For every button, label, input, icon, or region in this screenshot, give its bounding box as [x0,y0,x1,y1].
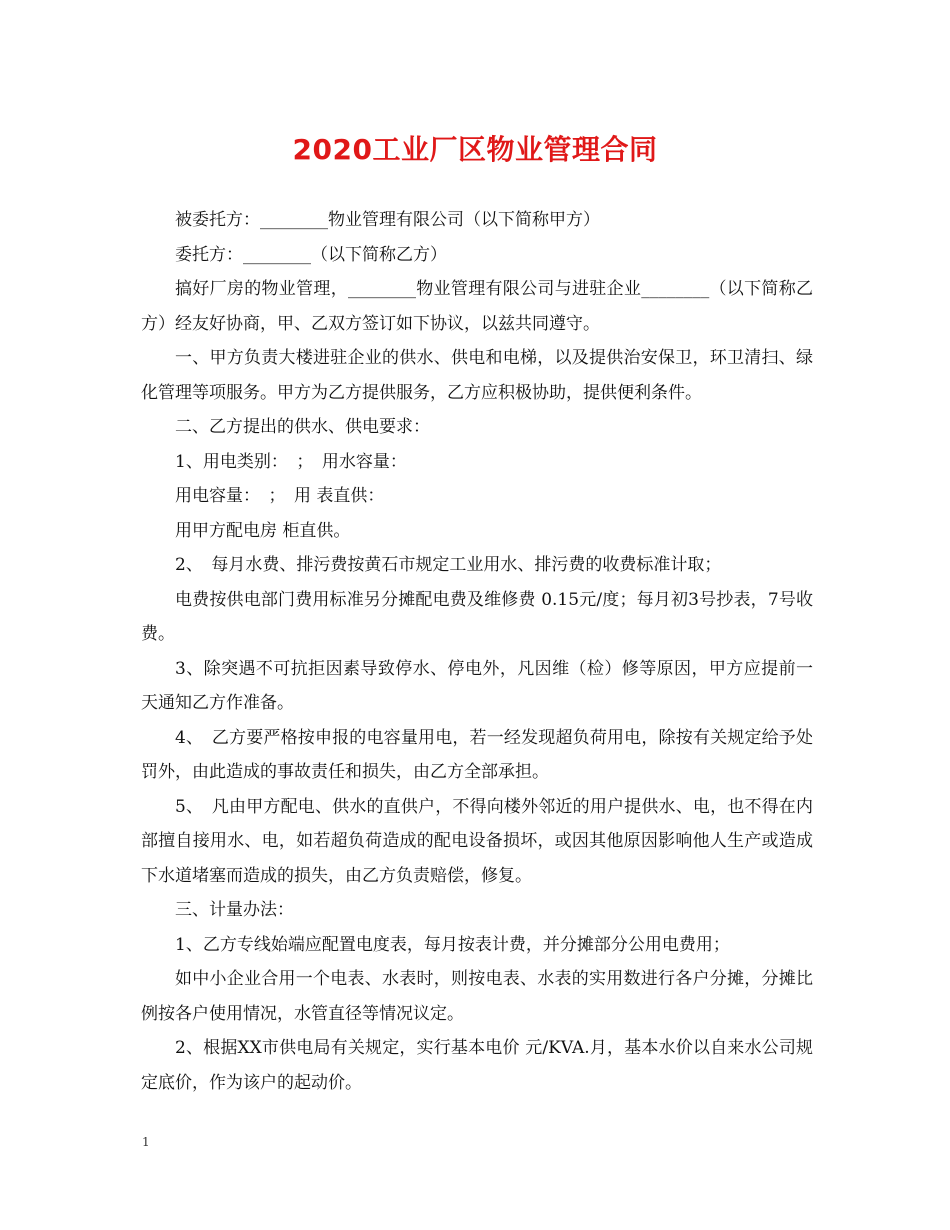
paragraph-clause-2-4: 4、 乙方要严格按申报的电容量用电，若一经发现超负荷用电，除按有关规定给予处罚外，由此造成的事故责任和损失，由乙方全部承担。 [141,727,813,782]
paragraph-clause-1: 一、甲方负责大楼进驻企业的供水、供电和电梯，以及提供治安保卫，环卫清扫、绿化管理等项服务。甲方为乙方提供服务，乙方应积极协助，提供便利条件。 [141,348,813,403]
document-body [141,203,813,1100]
paragraph-clause-2-2-electric: 电费按供电部门费用标准另分摊配电费及维修费 0.15元/度；每月初3号抄表，7号收费。 [141,589,813,644]
paragraph-clause-2-3: 3、除突遇不可抗拒因素导致停水、停电外，凡因维（检）修等原因，甲方应提前一天通知乙方作准备。 [141,658,813,713]
paragraph-clause-2-1c: 用甲方配电房 柜直供。 [175,520,351,541]
paragraph-clause-2-heading: 二、乙方提出的供水、供电要求： [175,417,430,437]
paragraph-clause-3-1: 1、乙方专线始端应配置电度表，每月按表计费，并分摊部分公用电费用； [175,934,730,955]
paragraph-preamble: 搞好厂房的物业管理，________物业管理有限公司与进驻企业________（以下简称乙方）经友好协商，甲、乙双方签订如下协议，以兹共同遵守。 [141,279,813,334]
paragraph-clause-2-1b: 用电容量： ； 用 表直供： [175,486,385,506]
paragraph-clause-3-heading: 三、计量办法： [175,900,294,920]
paragraph-entrusted-party: 被委托方：________物业管理有限公司（以下简称甲方） [175,210,600,230]
paragraph-entrusting-party: 委托方：________（以下简称乙方） [175,244,447,265]
paragraph-clause-2-5: 5、 凡由甲方配电、供水的直供户，不得向楼外邻近的用户提供水、电，也不得在内部擅自接用水、电，如若超负荷造成的配电设备损坏，或因其他原因影响他人生产或造成下水道堵塞而造成的损失，由乙方负责赔偿，修复。 [141,796,813,886]
paragraph-clause-2-1a: 1、用电类别： ； 用水容量： [175,451,407,472]
document-title: 2020工业厂区物业管理合同 [292,133,658,166]
page-number: 1 [142,1135,150,1149]
paragraph-clause-2-2: 2、 每月水费、排污费按黄石市规定工业用水、排污费的收费标准计取； [175,555,722,575]
paragraph-clause-3-1-shared: 如中小企业合用一个电表、水表时，则按电表、水表的实用数进行各户分摊，分摊比例按各户使用情况，水管直径等情况议定。 [141,969,813,1024]
paragraph-clause-3-2: 2、根据XX市供电局有关规定，实行基本电价 元/KVA.月，基本水价以自来水公司规定底价，作为该户的起动价。 [141,1038,813,1093]
